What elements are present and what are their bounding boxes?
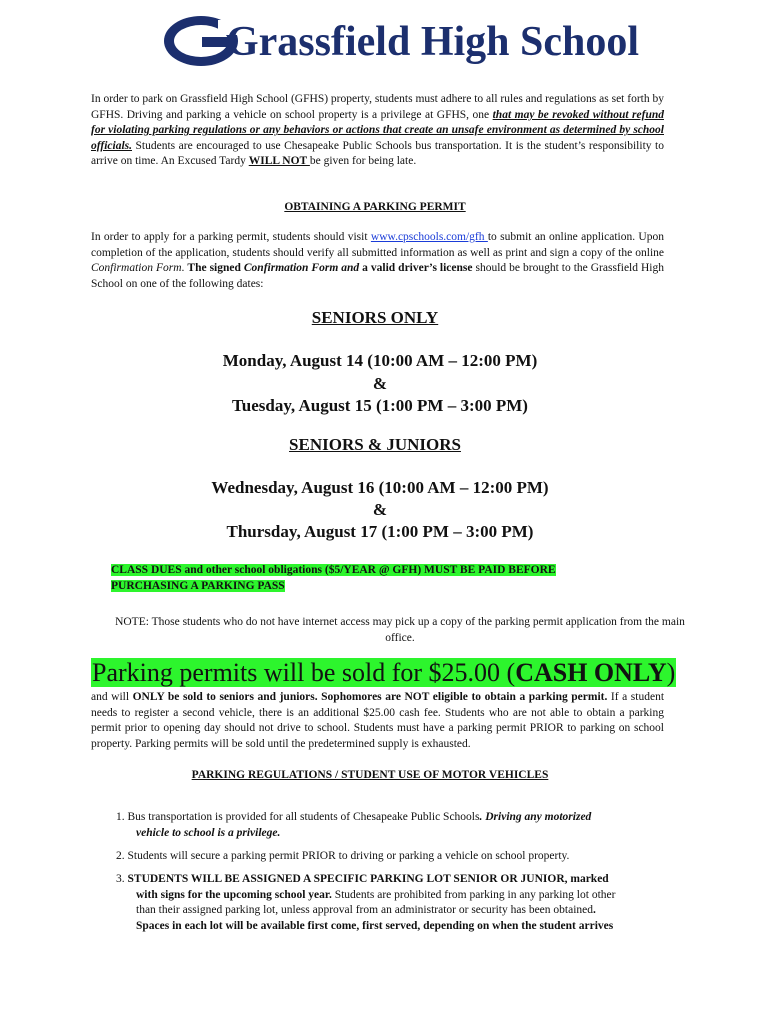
item-3-text: Students are prohibited from parking in any parking lot other [331, 888, 616, 901]
price-close: ) [666, 658, 676, 687]
seniors-juniors-date-2: Thursday, August 17 (1:00 PM – 3:00 PM) [226, 522, 534, 541]
price-line [91, 657, 676, 689]
signed-text: The signed [187, 262, 244, 275]
regulations-list [116, 810, 656, 841]
intro-text-2: Students are encouraged to use Chesapeake Public Schools bus transportation. It is the student’s responsibility to arrive on time. An Excused Tardy [91, 139, 664, 168]
item-3-bold-2: with signs for the upcoming school year. [136, 888, 332, 901]
item-3-bold-3: Spaces in each lot will be available first come, first served, depending on when the student arrives [136, 919, 614, 932]
confirmation-form-text-2: Confirmation Form and [243, 262, 360, 275]
obtaining-punct: . [181, 262, 188, 275]
item-1-emph: . Driving any motorized [479, 811, 592, 823]
internet-access-note: NOTE: Those students who do not have internet access may pick up a copy of the parking permit application from the main office. [115, 616, 685, 644]
intro-text-3: be given for being late. [309, 155, 417, 168]
seniors-date-2: Tuesday, August 15 (1:00 PM – 3:00 PM) [232, 396, 528, 415]
license-text: a valid driver’s license [359, 262, 473, 275]
item-1-text: 1. Bus transportation is provided for all students of Chesapeake Public Schools [116, 811, 480, 823]
seniors-juniors-amp: & [372, 500, 388, 519]
sales-text: and will [91, 691, 133, 703]
regulations-heading: PARKING REGULATIONS / STUDENT USE OF MOTOR VEHICLES [191, 769, 549, 781]
item-3-text-2: than their assigned parking lot, unless approval from an administrator or security has been obtained [136, 904, 594, 917]
item-3-number: 3. [116, 873, 128, 885]
dues-line-1: CLASS DUES and other school obligations ($5/YEAR @ GFH) MUST BE PAID BEFORE [111, 564, 556, 576]
list-item [116, 810, 656, 841]
school-name: Grassfield High School [226, 19, 640, 65]
seniors-juniors-heading: SENIORS & JUNIORS [289, 435, 461, 454]
item-3-dot: . [593, 904, 596, 917]
revocation-warning: that may be revoked without refund for violating parking regulations or any behaviors or actions that create an unsafe environment as determined by school officials. [91, 108, 664, 152]
list-item [116, 872, 656, 934]
sales-paragraph [91, 690, 664, 752]
seniors-date-1: Monday, August 14 (10:00 AM – 12:00 PM) [222, 351, 538, 370]
obtaining-paragraph [91, 230, 664, 292]
list-item: 2. Students will secure a parking permit PRIOR to driving or parking a vehicle on school property. [116, 850, 570, 862]
dues-line-2: PURCHASING A PARKING PASS [111, 580, 285, 592]
cash-only-text: CASH ONLY [515, 658, 667, 687]
cpschools-link[interactable]: www.cpschools.com/gfh [370, 231, 488, 243]
price-text: Parking permits will be sold for $25.00 ( [92, 658, 516, 687]
obtaining-text-3: should be brought to the Grassfield High School on one of the following dates: [91, 262, 664, 290]
regulations-list-3 [116, 872, 656, 934]
intro-paragraph [91, 92, 664, 170]
will-not-text: WILL NOT [248, 155, 310, 168]
class-dues-notice [111, 562, 611, 594]
obtaining-text-2: to submit an online application. Upon completion of the application, students should verify all submitted information as well as print and sign a copy of the online [91, 231, 664, 259]
seniors-juniors-date-1: Wednesday, August 16 (10:00 AM – 12:00 PM) [211, 478, 549, 497]
obtaining-heading: OBTAINING A PARKING PERMIT [284, 201, 466, 213]
seniors-amp: & [372, 374, 388, 393]
item-1-emph-2: vehicle to school is a privilege. [136, 826, 281, 839]
regulations-list-2 [116, 849, 656, 865]
confirmation-form-text: Confirmation Form [91, 262, 182, 275]
sales-text-2: If a student needs to register a second vehicle, there is an additional $25.00 cash fee. Students who are not able to obtain a parking permit prior to opening day should not drive to school. Students must have a parking permit PRIOR to parking on school property. Parking permits will be sold until the predetermined supply is exhausted. [91, 691, 665, 750]
school-logo [160, 8, 640, 74]
seniors-only-heading: SENIORS ONLY [311, 308, 439, 327]
obtaining-text: In order to apply for a parking permit, students should visit [91, 231, 371, 243]
eligibility-text: ONLY be sold to seniors and juniors. Sophomores are NOT eligible to obtain a parking permit. [132, 691, 608, 703]
item-3-bold: STUDENTS WILL BE ASSIGNED A SPECIFIC PARKING LOT SENIOR OR JUNIOR, marked [127, 873, 609, 885]
intro-text: In order to park on Grassfield High School (GFHS) property, students must adhere to all rules and regulations as set forth by GFHS. Driving and parking a vehicle on school property is a privilege at GFHS, one [91, 93, 664, 121]
